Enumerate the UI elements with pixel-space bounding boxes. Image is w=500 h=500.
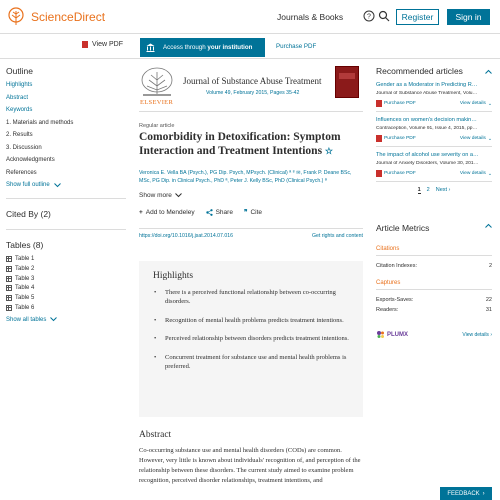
table-link-5[interactable]: Table 5 bbox=[6, 295, 126, 301]
recommended-article-source: Journal of Substance Abuse Treatment, Volu… bbox=[376, 91, 478, 96]
quote-icon: ❞ bbox=[243, 209, 248, 216]
table-icon bbox=[6, 285, 12, 291]
brand-name: ScienceDirect bbox=[31, 10, 106, 24]
citations-heading: Citations bbox=[376, 246, 492, 256]
highlight-item: • Concurrent treatment for substance use and mental health problems is preferred. bbox=[153, 353, 349, 371]
left-sidebar bbox=[6, 66, 126, 323]
divider bbox=[6, 198, 126, 199]
table-link-3[interactable]: Table 3 bbox=[6, 276, 126, 282]
article-metrics-header[interactable] bbox=[376, 223, 492, 233]
highlights-box bbox=[139, 261, 363, 417]
recommended-article-source: Contraception, Volume 91, Issue 4, 2015, pp… bbox=[376, 126, 478, 131]
recommended-article-title[interactable]: The impact of alcohol use severity on a… bbox=[376, 152, 479, 158]
recommended-title: Recommended articles bbox=[376, 66, 463, 76]
show-more-button[interactable]: Show more bbox=[139, 192, 182, 199]
outline-title: Outline bbox=[6, 66, 33, 76]
svg-text:?: ? bbox=[367, 13, 371, 21]
article-title: Comorbidity in Detoxification: Symptom Interaction and Treatment Intentions ☆ bbox=[139, 131, 341, 157]
purchase-pdf-link[interactable]: Purchase PDF bbox=[276, 43, 317, 50]
pdf-icon bbox=[82, 41, 88, 48]
table-icon bbox=[6, 305, 12, 311]
recommended-view-details[interactable]: View details ⌄ bbox=[459, 136, 492, 142]
chevron-down-icon bbox=[50, 317, 57, 322]
chevron-down-icon bbox=[54, 183, 61, 188]
article-type: Regular article bbox=[139, 123, 175, 129]
add-to-mendeley-button[interactable]: + Add to Mendeley bbox=[139, 208, 195, 216]
journal-title[interactable]: Journal of Substance Abuse Treatment bbox=[183, 76, 322, 86]
chevron-up-icon bbox=[485, 69, 492, 74]
star-icon[interactable]: ☆ bbox=[324, 146, 333, 156]
outline-item-abstract[interactable]: Abstract bbox=[6, 94, 29, 101]
cite-button[interactable]: ❞ Cite bbox=[243, 208, 263, 216]
recommended-header[interactable] bbox=[376, 66, 492, 76]
journal-cover-thumbnail[interactable] bbox=[335, 66, 359, 98]
page-1[interactable]: 1 bbox=[417, 187, 421, 193]
elsevier-tree-icon bbox=[6, 7, 26, 27]
outline-item-discussion[interactable]: 3. Discussion bbox=[6, 144, 42, 151]
citation-indexes-row: Citation Indexes: 2 bbox=[376, 263, 492, 269]
abstract-text: Co-occurring substance use and mental health disorders (CODs) are common. However, very little is known about individuals' recognition of, and perception of the relationship between these disorders. The current study aimed to examine problem recognition, perceived disorder relationships, treatment intentions, and bbox=[139, 447, 361, 484]
right-sidebar bbox=[376, 66, 492, 338]
table-icon bbox=[6, 295, 12, 301]
next-page-button[interactable]: Next › bbox=[435, 187, 451, 193]
journal-header bbox=[139, 66, 363, 112]
plumx-logo[interactable]: PLUMX bbox=[376, 330, 408, 339]
recommended-view-details[interactable]: View details ⌄ bbox=[459, 171, 492, 177]
table-link-6[interactable]: Table 6 bbox=[6, 305, 126, 311]
institution-icon bbox=[146, 43, 155, 52]
recommended-view-details[interactable]: View details ⌄ bbox=[459, 101, 492, 107]
metrics-view-details[interactable]: View details › bbox=[462, 331, 492, 338]
chevron-down-icon bbox=[175, 193, 182, 198]
recommended-purchase-pdf[interactable]: Purchase PDF bbox=[376, 100, 416, 107]
top-header bbox=[0, 0, 500, 34]
elsevier-wordmark: ELSEVIER bbox=[140, 99, 174, 106]
recommended-article-title[interactable]: Influences on women's decision makin… bbox=[376, 117, 477, 123]
divider bbox=[6, 229, 126, 230]
register-button[interactable]: Register bbox=[396, 9, 439, 25]
view-pdf-link[interactable] bbox=[82, 41, 123, 48]
recommended-purchase-pdf[interactable]: Purchase PDF bbox=[376, 170, 416, 177]
recommended-article bbox=[376, 82, 492, 112]
pdf-icon bbox=[376, 170, 382, 177]
feedback-button[interactable]: FEEDBACK › bbox=[440, 487, 492, 500]
pdf-icon bbox=[376, 100, 382, 107]
highlights-title: Highlights bbox=[153, 271, 194, 281]
recommended-article-title[interactable]: Gender as a Moderator in Predicting R… bbox=[376, 82, 478, 88]
exports-saves-row: Exports-Saves: 22 bbox=[376, 297, 492, 303]
view-pdf-label: View PDF bbox=[92, 41, 123, 48]
doi-link[interactable]: https://doi.org/10.1016/j.jsat.2014.07.016 bbox=[139, 233, 234, 239]
readers-row: Readers: 31 bbox=[376, 307, 492, 313]
recommended-pager bbox=[376, 187, 492, 194]
page-2[interactable]: 2 bbox=[426, 187, 430, 193]
help-icon[interactable] bbox=[363, 10, 375, 22]
pdf-icon bbox=[376, 135, 382, 142]
highlight-item: • Recognition of mental health problems predicts treatment intentions. bbox=[153, 316, 349, 325]
outline-item-materials[interactable]: 1. Materials and methods bbox=[6, 119, 74, 126]
plumx-icon bbox=[376, 330, 385, 339]
tables-title: Tables (8) bbox=[6, 240, 44, 250]
table-link-1[interactable]: Table 1 bbox=[6, 256, 126, 262]
share-button[interactable]: Share bbox=[206, 208, 233, 216]
plus-icon: + bbox=[139, 208, 143, 216]
search-icon[interactable] bbox=[378, 10, 390, 22]
recommended-article-source: Journal of Anxiety Disorders, Volume 30, 201… bbox=[376, 161, 479, 166]
recommended-article bbox=[376, 117, 492, 147]
table-icon bbox=[6, 266, 12, 272]
chevron-right-icon: › bbox=[482, 490, 485, 497]
table-link-2[interactable]: Table 2 bbox=[6, 266, 126, 272]
article-main bbox=[139, 66, 363, 484]
access-institution-button[interactable] bbox=[140, 38, 265, 57]
abstract-title: Abstract bbox=[139, 430, 172, 440]
sign-in-button[interactable]: Sign in bbox=[447, 9, 490, 25]
rights-content-link[interactable]: Get rights and content bbox=[311, 233, 363, 239]
sciencedirect-logo[interactable] bbox=[6, 7, 105, 27]
cited-by-title[interactable]: Cited By (2) bbox=[6, 209, 51, 219]
recommended-purchase-pdf[interactable]: Purchase PDF bbox=[376, 135, 416, 142]
author-list[interactable]: Veronica E. Vella BA (Psych.), PG Dip. Psych, MPsych. (Clinical) ª ⁸ ✉, Frank P. Deane BSc, MSc, PG Dip. in Clinical Psych., PhD ª, Peter J. Kelly BSc, PhD (Clinical Psych.) ª bbox=[139, 170, 352, 184]
highlights-list bbox=[153, 288, 349, 371]
journals-books-link[interactable]: Journals & Books bbox=[277, 12, 344, 22]
article-actions bbox=[139, 208, 262, 216]
captures-heading: Captures bbox=[376, 280, 492, 290]
highlight-item: • There is a perceived functional relationship between co-occurring disorders. bbox=[153, 288, 349, 306]
outline-item-highlights[interactable]: Highlights bbox=[6, 82, 33, 88]
show-all-tables-link[interactable]: Show all tables bbox=[6, 317, 126, 323]
chevron-up-icon bbox=[485, 223, 492, 228]
plumx-row bbox=[376, 330, 492, 339]
outline-item-references[interactable]: References bbox=[6, 169, 37, 176]
access-label: Access through your institution bbox=[163, 44, 253, 51]
outline-item-acknowledgments[interactable]: Acknowledgments bbox=[6, 157, 55, 163]
share-icon bbox=[206, 209, 213, 216]
table-link-4[interactable]: Table 4 bbox=[6, 285, 126, 291]
doi-row bbox=[139, 228, 363, 239]
article-metrics-title: Article Metrics bbox=[376, 223, 430, 233]
article-toolbar bbox=[0, 35, 500, 59]
recommended-article bbox=[376, 152, 492, 182]
table-icon bbox=[6, 276, 12, 282]
journal-volume-info[interactable]: Volume 49, February 2015, Pages 35-42 bbox=[206, 90, 300, 96]
table-icon bbox=[6, 256, 12, 262]
outline-item-results[interactable]: 2. Results bbox=[6, 132, 33, 138]
show-full-outline-link[interactable]: Show full outline bbox=[6, 182, 126, 188]
outline-item-keywords[interactable]: Keywords bbox=[6, 107, 33, 113]
highlight-item: • Perceived relationship between disorders predicts treatment intentions. bbox=[153, 334, 349, 343]
